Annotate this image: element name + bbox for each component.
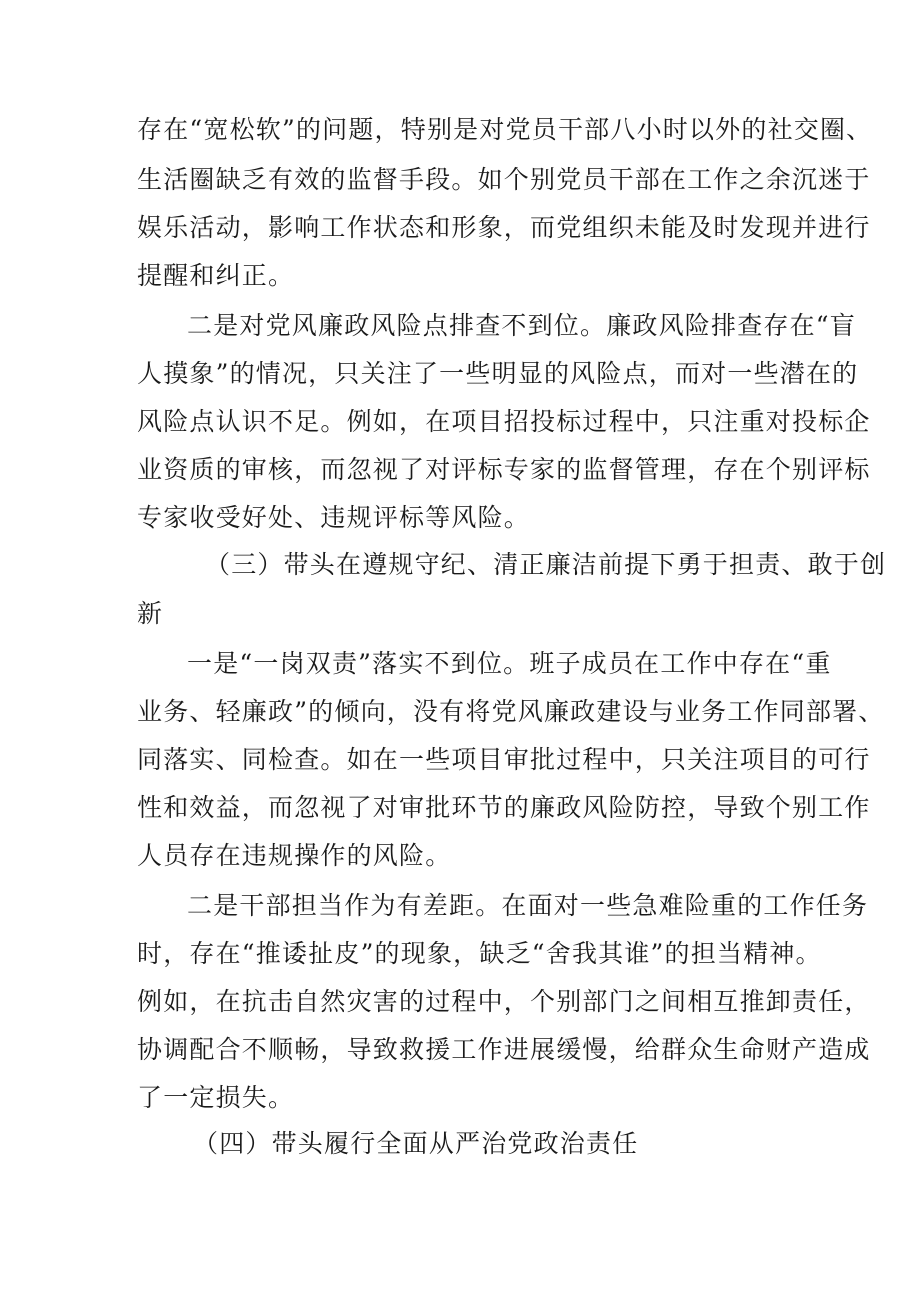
- paragraph-line: 人员存在违规操作的风险。: [137, 841, 452, 870]
- paragraph-line: 风险点认识不足。例如，在项目招投标过程中，只注重对投标企: [137, 407, 871, 436]
- paragraph-line: 时，存在“推诿扯皮”的现象，缺乏“舍我其谁”的担当精神。: [137, 939, 822, 968]
- paragraph-line: 提醒和纠正。: [137, 261, 295, 290]
- paragraph-line: 业务、轻廉政”的倾向，没有将党风廉政建设与业务工作同部署、: [137, 697, 885, 726]
- paragraph-line: 二是干部担当作为有差距。在面对一些急难险重的工作任务: [187, 891, 869, 920]
- section-heading-continued: 新: [137, 599, 164, 628]
- paragraph-line: 例如，在抗击自然灾害的过程中，个别部门之间相互推卸责任，: [137, 987, 871, 1016]
- paragraph-line: 二是对党风廉政风险点排查不到位。廉政风险排查存在“盲: [187, 311, 856, 340]
- paragraph-line: 生活圈缺乏有效的监督手段。如个别党员干部在工作之余沉迷于: [137, 165, 871, 194]
- paragraph-line: 协调配合不顺畅，导致救援工作进展缓慢，给群众生命财产造成: [137, 1035, 871, 1064]
- paragraph-line: 存在“宽松软”的问题，特别是对党员干部八小时以外的社交圈、: [137, 115, 873, 144]
- section-heading: （四）带头履行全面从严治党政治责任: [193, 1129, 639, 1158]
- paragraph-line: 人摸象”的情况，只关注了一些明显的风险点，而对一些潜在的: [137, 359, 859, 388]
- paragraph-line: 同落实、同检查。如在一些项目审批过程中，只关注项目的可行: [137, 745, 871, 774]
- section-heading: （三）带头在遵规守纪、清正廉洁前提下勇于担责、敢于创: [205, 550, 887, 579]
- paragraph-line: 娱乐活动，影响工作状态和形象，而党组织未能及时发现并进行: [137, 213, 871, 242]
- paragraph-line: 性和效益，而忽视了对审批环节的廉政风险防控，导致个别工作: [137, 793, 871, 822]
- paragraph-line: 业资质的审核，而忽视了对评标专家的监督管理，存在个别评标: [137, 455, 871, 484]
- paragraph-line: 专家收受好处、违规评标等风险。: [137, 503, 531, 532]
- paragraph-line: 一是“一岗双责”落实不到位。班子成员在工作中存在“重: [187, 649, 832, 678]
- paragraph-line: 了一定损失。: [137, 1083, 295, 1112]
